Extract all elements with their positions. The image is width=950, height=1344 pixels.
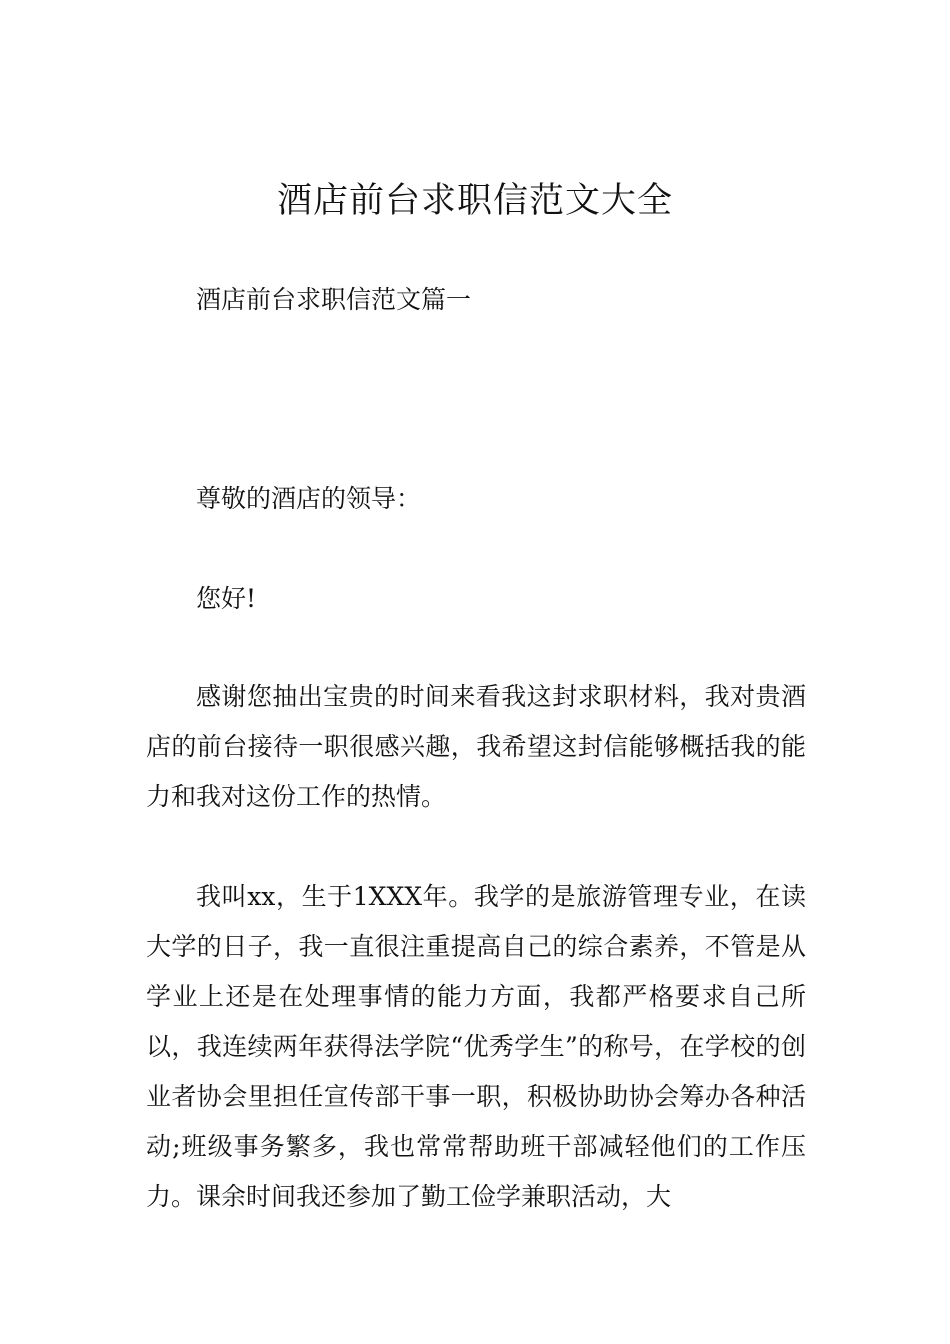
- document-title: 酒店前台求职信范文大全: [276, 181, 673, 221]
- paragraph-1: 感谢您抽出宝贵的时间来看我这封求职材料，我对贵酒店的前台接待一职很感兴趣，我希望这封信能够概括我的能力和我对这份工作的热情。: [146, 682, 806, 811]
- greeting: 您好!: [196, 584, 257, 613]
- paragraph-2: 我叫xx，生于1XXX年。我学的是旅游管理专业，在读大学的日子，我一直很注重提高自己的综合素养，不管是从学业上还是在处理事情的能力方面，我都严格要求自己所以，我连续两年获得法学院“优秀学生”的称号，在学校的创业者协会里担任宣传部干事一职，积极协助协会筹办各种活动;班级事务繁多，我也常常帮助班干部减轻他们的工作压力。课余时间我还参加了勤工俭学兼职活动，大: [146, 882, 806, 1211]
- section-heading: 酒店前台求职信范文篇一: [196, 285, 472, 314]
- salutation: 尊敬的酒店的领导：: [196, 484, 422, 513]
